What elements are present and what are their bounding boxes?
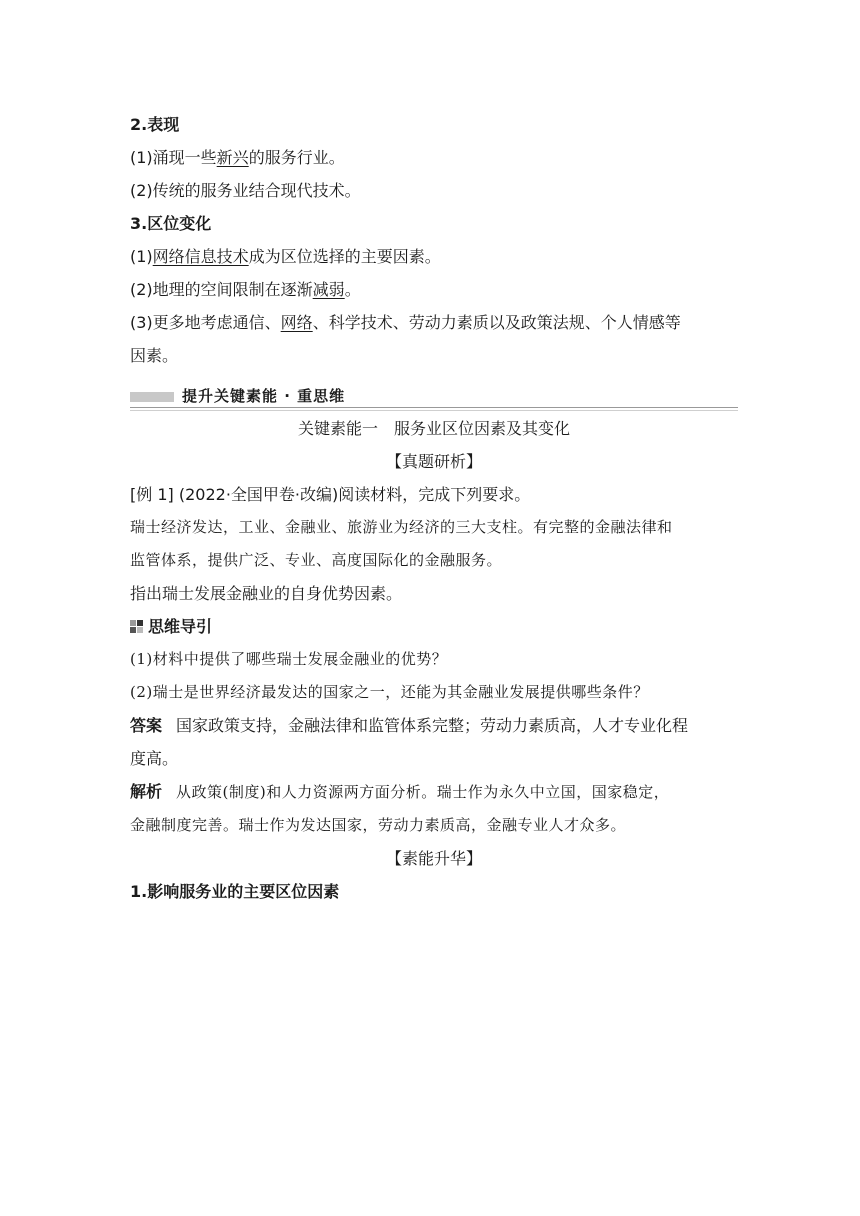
example-label: [例 1]: [130, 485, 174, 504]
text: 、科学技术、劳动力素质以及政策法规、个人情感等: [312, 313, 681, 332]
expression-heading: 2.表现: [130, 115, 180, 134]
thinking-question-2: (2)瑞士是世界经济最发达的国家之一，还能为其金融业发展提供哪些条件？: [130, 683, 649, 701]
text: 成为区位选择的主要因素。: [248, 247, 441, 266]
expression-item-1: [130, 141, 738, 174]
answer-line-2: 度高。: [130, 749, 179, 768]
square-grid-icon: [130, 620, 144, 634]
sub-heading-upgrade: 【素能升华】: [385, 849, 482, 868]
underlined-answer: 网络: [280, 313, 313, 332]
banner-bar: [130, 392, 174, 402]
section-title: 关键素能一 服务业区位因素及其变化: [297, 419, 570, 438]
location-change-item-3-continued: 因素。: [130, 346, 179, 365]
answer-text: 国家政策支持，金融法律和监管体系完整；劳动力素质高，人才专业化程: [176, 716, 689, 735]
location-change-heading: 3.区位变化: [130, 214, 212, 233]
thinking-question-1: (1)材料中提供了哪些瑞士发展金融业的优势？: [130, 650, 448, 668]
analysis-label: 解析: [130, 782, 163, 801]
thinking-heading-label: 思维导引: [148, 617, 213, 636]
divider: [130, 410, 738, 411]
text: (2)地理的空间限制在逐渐: [130, 280, 313, 299]
thinking-heading: [130, 610, 738, 643]
answer-line-1: [130, 709, 738, 742]
answer-label: 答案: [130, 716, 163, 735]
location-change-item-2: [130, 273, 738, 306]
material-line-1: 瑞士经济发达，工业、金融业、旅游业为经济的三大支柱。有完整的金融法律和: [130, 518, 673, 536]
text: 。: [344, 280, 361, 299]
material-line-2: 监管体系，提供广泛、专业、高度国际化的金融服务。: [130, 551, 503, 569]
section-banner-title: 提升关键素能 · 重思维: [182, 387, 346, 405]
sub-heading-real-exam: 【真题研析】: [385, 452, 482, 471]
expression-item-2: (2)传统的服务业结合现代技术。: [130, 181, 361, 200]
example-question: 指出瑞士发展金融业的自身优势因素。: [130, 584, 403, 603]
location-change-item-1: [130, 240, 738, 273]
analysis-line-2: 金融制度完善。瑞士作为发达国家，劳动力素质高，金融专业人才众多。: [130, 816, 627, 834]
factors-heading: 1.影响服务业的主要区位因素: [130, 882, 340, 901]
analysis-line-1: [130, 775, 738, 809]
example-intro: [130, 478, 738, 511]
text: (1): [130, 247, 153, 266]
divider: [130, 407, 738, 408]
text: (3)更多地考虑通信、: [130, 313, 281, 332]
underlined-answer: 网络信息技术: [152, 247, 249, 266]
underlined-answer: 新兴: [216, 148, 249, 167]
analysis-text: 从政策(制度)和人力资源两方面分析。瑞士作为永久中立国，国家稳定，: [176, 783, 670, 801]
underlined-answer: 减弱: [312, 280, 345, 299]
section-banner: [130, 382, 738, 410]
text: 的服务行业。: [248, 148, 345, 167]
example-text: (2022·全国甲卷·改编)阅读材料，完成下列要求。: [173, 485, 531, 504]
document-page: [130, 108, 738, 908]
text: (1)涌现一些: [130, 148, 217, 167]
location-change-item-3: [130, 306, 738, 339]
